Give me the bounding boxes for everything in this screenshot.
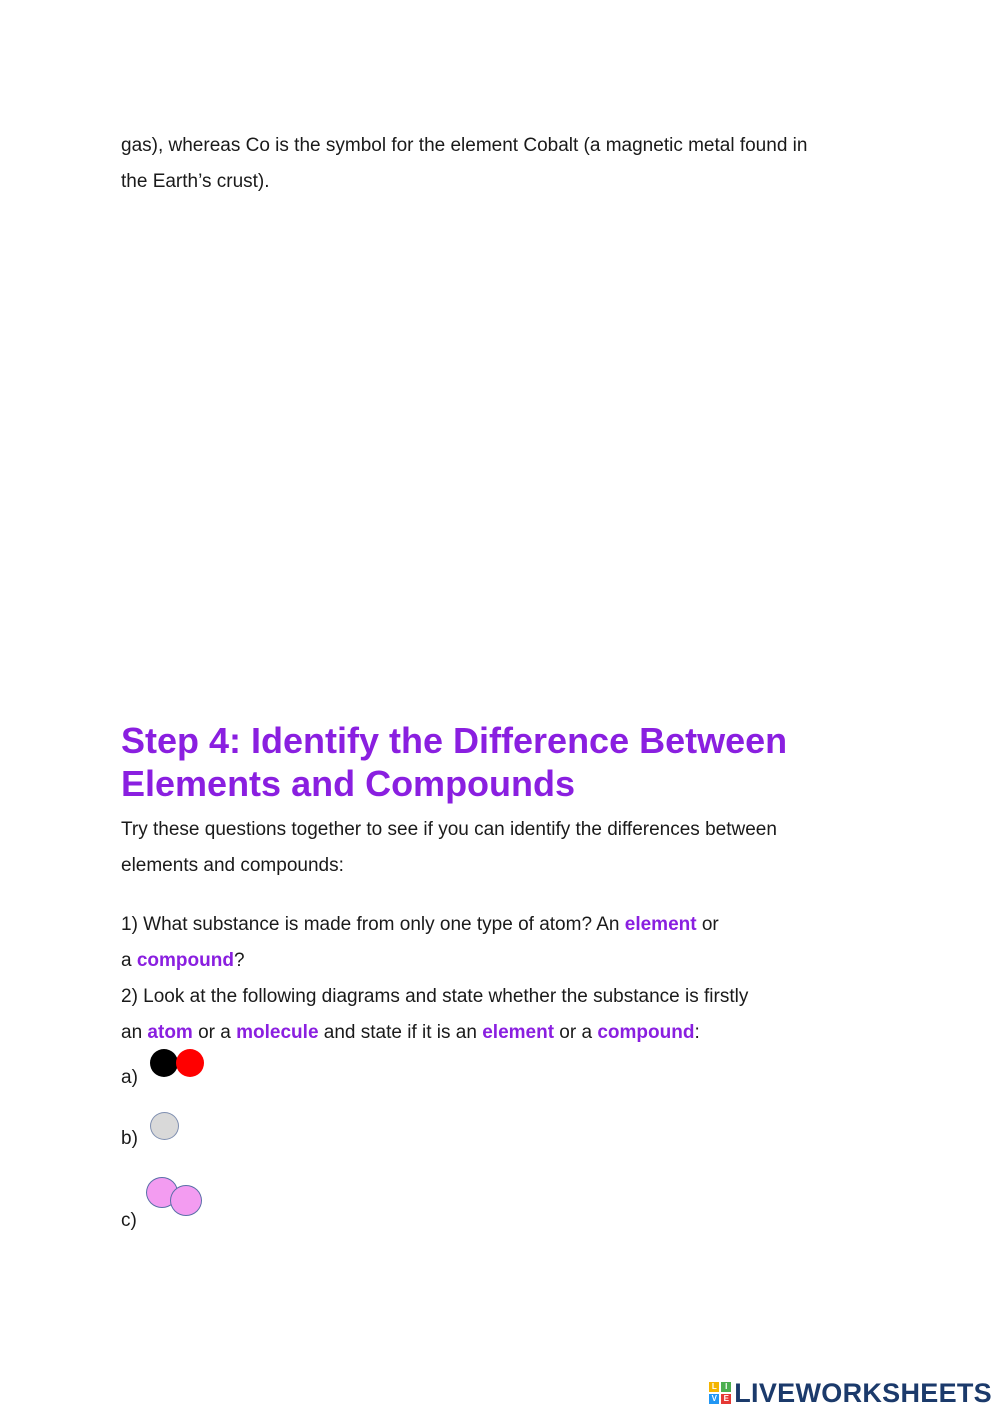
diagram-a-label: a) bbox=[121, 1067, 138, 1088]
question-1-line-1 bbox=[121, 907, 719, 943]
logo-mark-icon bbox=[709, 1382, 731, 1404]
keyword-molecule: molecule bbox=[236, 1022, 319, 1043]
step-4-intro-line-1: Try these questions together to see if you can identify the differences between bbox=[121, 819, 777, 840]
step-4-heading: Step 4: Identify the Difference Between Elements and Compounds bbox=[121, 720, 788, 804]
keyword-compound: compound bbox=[136, 950, 234, 971]
keyword-compound: compound bbox=[597, 1022, 695, 1043]
q1-question-mark: ? bbox=[233, 950, 245, 971]
logo-mark-i: I bbox=[721, 1382, 731, 1392]
q1-text: 1) What substance is made from only one type of atom? An bbox=[121, 914, 625, 935]
q1-text-a: a bbox=[121, 950, 137, 971]
logo-mark-l: L bbox=[709, 1382, 719, 1392]
grey-atom bbox=[150, 1112, 179, 1140]
diagram-c-label: c) bbox=[121, 1210, 137, 1231]
keyword-atom: atom bbox=[147, 1022, 193, 1043]
q2-text-state: and state if it is an bbox=[318, 1022, 483, 1043]
question-1-line-2 bbox=[121, 943, 245, 979]
pink-atom-2 bbox=[170, 1185, 202, 1216]
red-atom bbox=[176, 1049, 204, 1077]
q2-text-or-a: or a bbox=[192, 1022, 237, 1043]
keyword-element: element bbox=[482, 1022, 555, 1043]
liveworksheets-logo bbox=[709, 1378, 992, 1408]
keyword-element: element bbox=[624, 914, 697, 935]
black-atom bbox=[150, 1049, 178, 1077]
logo-mark-v: V bbox=[709, 1394, 719, 1404]
logo-mark-e: E bbox=[721, 1394, 731, 1404]
q2-text-or-a-2: or a bbox=[554, 1022, 598, 1043]
question-2-line-1: 2) Look at the following diagrams and state whether the substance is firstly bbox=[121, 986, 749, 1007]
intro-line-1: gas), whereas Co is the symbol for the element Cobalt (a magnetic metal found in bbox=[121, 135, 808, 156]
diagram-b-label: b) bbox=[121, 1128, 138, 1149]
question-2-line-2 bbox=[121, 1015, 700, 1051]
q1-text-or: or bbox=[696, 914, 719, 935]
q2-text-an: an bbox=[121, 1022, 148, 1043]
step-4-intro-line-2: elements and compounds: bbox=[121, 855, 344, 876]
intro-line-2: the Earth’s crust). bbox=[121, 171, 270, 192]
logo-text: LIVEWORKSHEETS bbox=[734, 1377, 992, 1408]
q2-colon: : bbox=[694, 1022, 700, 1043]
